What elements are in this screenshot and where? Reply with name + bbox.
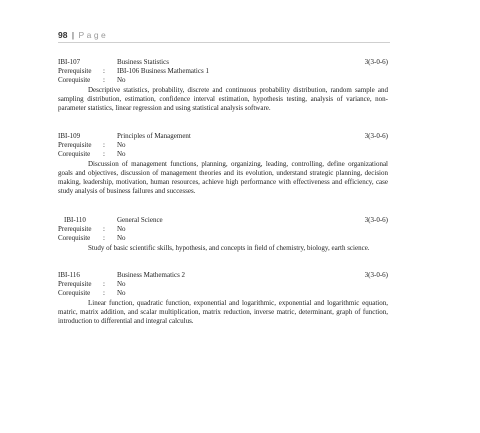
- prerequisite-row: [58, 225, 390, 234]
- course-credits: 3(3-0-6): [364, 216, 388, 224]
- page-number: 98: [58, 30, 68, 40]
- prerequisite-value: No: [117, 141, 126, 150]
- corequisite-row: [58, 289, 390, 298]
- corequisite-label: Corequisite: [58, 150, 91, 159]
- corequisite-colon: :: [103, 289, 105, 298]
- corequisite-value: No: [117, 234, 126, 243]
- course-credits: 3(3-0-6): [364, 58, 388, 66]
- prerequisite-colon: :: [103, 141, 105, 150]
- prerequisite-colon: :: [103, 225, 105, 234]
- course-ibi-110: [58, 216, 390, 253]
- course-code: IBI-109: [58, 132, 81, 140]
- course-credits: 3(3-0-6): [364, 271, 388, 279]
- prerequisite-value: IBI-106 Business Mathematics 1: [117, 67, 209, 76]
- prerequisite-label: Prerequisite: [58, 67, 92, 76]
- prerequisite-label: Prerequisite: [58, 141, 92, 150]
- corequisite-row: [58, 150, 390, 159]
- course-title: General Science: [117, 216, 163, 224]
- prerequisite-colon: :: [103, 280, 105, 289]
- corequisite-colon: :: [103, 76, 105, 85]
- course-description: Linear function, quadratic function, exponential and logarithmic, exponential and logarithmic equation, matric, matrix addition, and scalar multiplication, matrix reduction, inverse matric, determinant, graph of function, introduction to differential and integral calculus.: [58, 298, 388, 325]
- page-header: [58, 30, 390, 43]
- course-heading: [58, 271, 390, 280]
- corequisite-value: No: [117, 76, 126, 85]
- prerequisite-value: No: [117, 280, 126, 289]
- course-description: Discussion of management functions, planning, organizing, leading, controlling, define organizational goals and objectives, discussion of management theories and its evolution, understand strategic planning, decision making, leadership, motivation, human resources, achieve high performance with effectiveness and efficiency, case study analysis of business failures and successes.: [58, 159, 388, 196]
- course-heading: [58, 58, 390, 67]
- course-description: Descriptive statistics, probability, discrete and continuous probability distribution, random sample and sampling distribution, estimation, confidence interval estimation, hypothesis testing, analysis of variance, non-parameter statistics, linear regression and using statistical analysis software.: [58, 85, 388, 112]
- prerequisite-row: [58, 280, 390, 289]
- course-ibi-116: [58, 271, 390, 326]
- course-ibi-109: [58, 132, 390, 196]
- course-ibi-107: [58, 58, 390, 113]
- prerequisite-label: Prerequisite: [58, 225, 92, 234]
- corequisite-label: Corequisite: [58, 289, 91, 298]
- corequisite-value: No: [117, 150, 126, 159]
- prerequisite-row: [58, 67, 390, 76]
- prerequisite-value: No: [117, 225, 126, 234]
- course-title: Business Statistics: [117, 58, 169, 66]
- course-title: Principles of Management: [117, 132, 191, 140]
- course-heading: [58, 216, 390, 225]
- header-separator: |: [71, 30, 75, 40]
- course-heading: [58, 132, 390, 141]
- corequisite-label: Corequisite: [58, 234, 91, 243]
- course-description: Study of basic scientific skills, hypothesis, and concepts in field of chemistry, biology, earth science.: [88, 243, 370, 252]
- page-word: Page: [78, 30, 109, 40]
- corequisite-row: [58, 234, 390, 243]
- course-credits: 3(3-0-6): [364, 132, 388, 140]
- course-code: IBI-110: [64, 216, 86, 224]
- corequisite-row: [58, 76, 390, 85]
- course-code: IBI-116: [58, 271, 80, 279]
- course-title: Business Mathematics 2: [117, 271, 186, 279]
- corequisite-colon: :: [103, 150, 105, 159]
- prerequisite-row: [58, 141, 390, 150]
- corequisite-label: Corequisite: [58, 76, 91, 85]
- corequisite-colon: :: [103, 234, 105, 243]
- prerequisite-label: Prerequisite: [58, 280, 92, 289]
- corequisite-value: No: [117, 289, 126, 298]
- prerequisite-colon: :: [103, 67, 105, 76]
- course-code: IBI-107: [58, 58, 81, 66]
